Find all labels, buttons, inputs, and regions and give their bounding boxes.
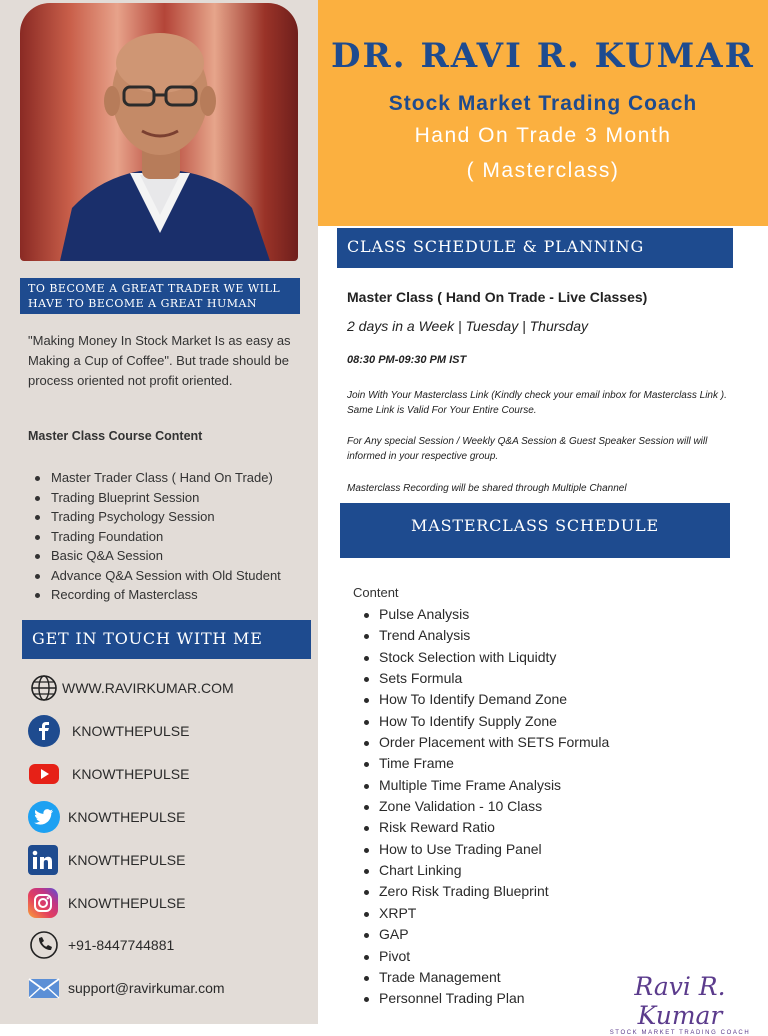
list-item: Zone Validation - 10 Class bbox=[353, 796, 713, 817]
list-item: How To Identify Demand Zone bbox=[353, 689, 713, 710]
contact-facebook[interactable] bbox=[28, 714, 189, 748]
list-item: Recording of Masterclass bbox=[28, 585, 318, 605]
mail-icon bbox=[28, 972, 60, 1004]
contact-linkedin[interactable] bbox=[28, 843, 185, 877]
list-item: Multiple Time Frame Analysis bbox=[353, 775, 713, 796]
linkedin-text: KNOWTHEPULSE bbox=[68, 852, 186, 868]
linkedin-icon bbox=[28, 845, 58, 875]
twitter-text: KNOWTHEPULSE bbox=[68, 809, 186, 825]
list-item: Personnel Trading Plan bbox=[353, 988, 713, 1009]
facebook-text: KNOWTHEPULSE bbox=[72, 723, 190, 739]
list-item: How to Use Trading Panel bbox=[353, 839, 713, 860]
class-schedule-heading: CLASS SCHEDULE & PLANNING bbox=[337, 228, 733, 268]
left-column bbox=[0, 0, 318, 1024]
content-label: Content bbox=[353, 585, 399, 600]
right-column bbox=[318, 0, 768, 1036]
signature-subtitle: STOCK MARKET TRADING COACH bbox=[609, 1030, 751, 1036]
class-time: 08:30 PM-09:30 PM IST bbox=[347, 354, 467, 366]
instagram-icon bbox=[28, 888, 58, 918]
contact-twitter[interactable] bbox=[28, 800, 185, 834]
youtube-icon bbox=[28, 758, 60, 790]
course-content-title: Master Class Course Content bbox=[28, 429, 203, 443]
youtube-text: KNOWTHEPULSE bbox=[72, 766, 190, 782]
instagram-text: KNOWTHEPULSE bbox=[68, 895, 186, 911]
list-item: Zero Risk Trading Blueprint bbox=[353, 881, 713, 902]
email-text: support@ravirkumar.com bbox=[68, 980, 225, 996]
list-item: Chart Linking bbox=[353, 860, 713, 881]
list-item: Pulse Analysis bbox=[353, 604, 713, 625]
signature-name: Ravi R. Kumar bbox=[634, 972, 726, 1030]
list-item: Time Frame bbox=[353, 753, 713, 774]
website-text: WWW.RAVIRKUMAR.COM bbox=[62, 680, 234, 696]
master-class-title: Master Class ( Hand On Trade - Live Classes) bbox=[347, 289, 648, 305]
facebook-icon bbox=[28, 715, 60, 747]
list-item: XRPT bbox=[353, 903, 713, 924]
list-item: Sets Formula bbox=[353, 668, 713, 689]
class-days: 2 days in a Week | Tuesday | Thursday bbox=[347, 318, 588, 334]
program-title-line2: ( Masterclass) bbox=[466, 159, 620, 182]
course-content-list bbox=[28, 468, 318, 605]
list-item: Trading Foundation bbox=[28, 527, 318, 547]
profile-photo bbox=[20, 3, 298, 261]
list-item: Trend Analysis bbox=[353, 625, 713, 646]
get-in-touch-heading: GET IN TOUCH WITH ME bbox=[22, 620, 311, 659]
contact-website[interactable] bbox=[28, 671, 234, 705]
list-item: Master Trader Class ( Hand On Trade) bbox=[28, 468, 318, 488]
program-title-line1: Hand On Trade 3 Month bbox=[414, 124, 672, 147]
list-item: Advance Q&A Session with Old Student bbox=[28, 566, 318, 586]
globe-icon bbox=[28, 672, 60, 704]
coach-subtitle: Stock Market Trading Coach bbox=[388, 92, 698, 115]
contact-youtube[interactable] bbox=[28, 757, 189, 791]
coach-name: DR. RAVI R. KUMAR bbox=[331, 36, 755, 76]
list-item: Trade Management bbox=[353, 967, 713, 988]
contact-instagram[interactable] bbox=[28, 886, 185, 920]
list-item: Pivot bbox=[353, 946, 713, 967]
list-item: Risk Reward Ratio bbox=[353, 817, 713, 838]
list-item: Basic Q&A Session bbox=[28, 546, 318, 566]
note-recording: Masterclass Recording will be shared through Multiple Channel bbox=[347, 483, 627, 494]
list-item: Trading Blueprint Session bbox=[28, 488, 318, 508]
masterclass-schedule-list bbox=[353, 604, 713, 1010]
list-item: How To Identify Supply Zone bbox=[353, 711, 713, 732]
header-box bbox=[318, 0, 768, 226]
contact-email[interactable] bbox=[28, 971, 225, 1005]
list-item: Trading Psychology Session bbox=[28, 507, 318, 527]
tagline-banner: TO BECOME A GREAT TRADER WE WILL HAVE TO BECOME A GREAT HUMAN bbox=[20, 278, 300, 314]
list-item: Stock Selection with Liquidty bbox=[353, 647, 713, 668]
signature-logo bbox=[600, 972, 760, 1036]
contact-phone[interactable] bbox=[28, 928, 174, 962]
phone-text: +91-8447744881 bbox=[68, 937, 175, 953]
twitter-icon bbox=[28, 801, 60, 833]
list-item: Order Placement with SETS Formula bbox=[353, 732, 713, 753]
masterclass-schedule-heading: MASTERCLASS SCHEDULE bbox=[340, 503, 730, 558]
coffee-quote: "Making Money In Stock Market Is as easy as Making a Cup of Coffee". But trade should be process oriented not profit oriented. bbox=[28, 333, 291, 388]
list-item: GAP bbox=[353, 924, 713, 945]
phone-icon bbox=[28, 929, 60, 961]
note-special-session: For Any special Session / Weekly Q&A Session & Guest Speaker Session will will informed in your respective group. bbox=[347, 436, 708, 462]
note-link: Join With Your Masterclass Link (Kindly check your email inbox for Masterclass Link ). Same Link is Valid For Your Entire Course. bbox=[347, 390, 727, 416]
